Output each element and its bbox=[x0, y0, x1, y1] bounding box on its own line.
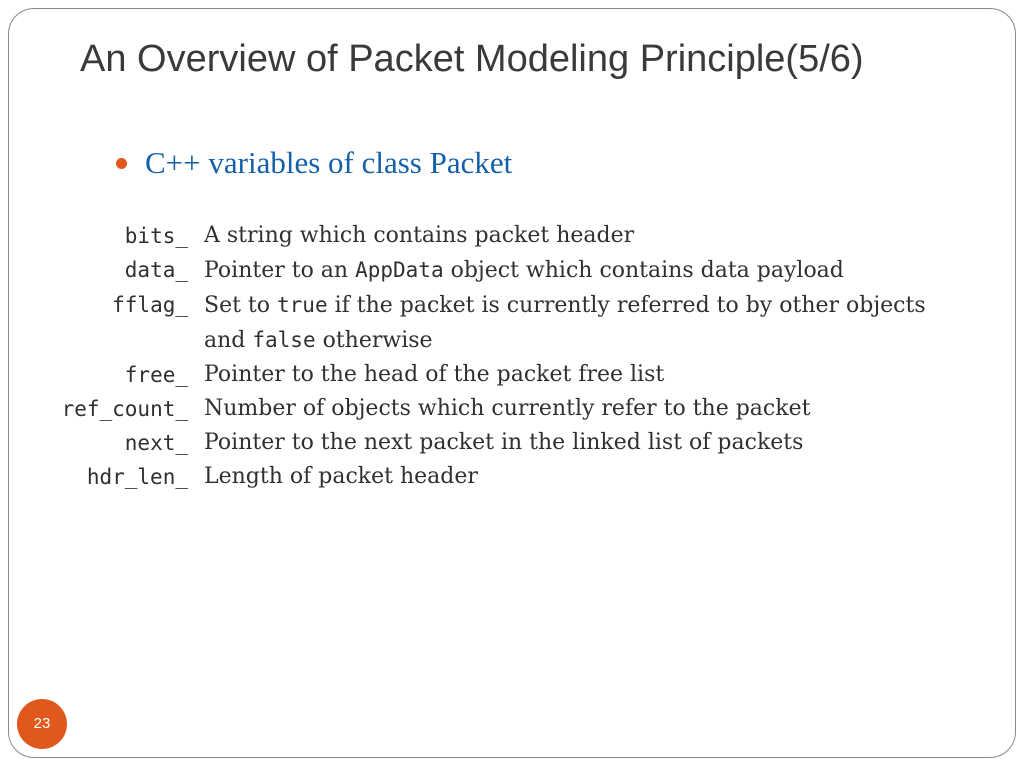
variable-description bbox=[204, 219, 1010, 253]
description-text: if the packet is currently referred to by other objects bbox=[327, 293, 926, 318]
variable-name: free_ bbox=[124, 363, 188, 387]
variable-name: bits_ bbox=[124, 224, 188, 248]
variable-name bbox=[20, 323, 204, 358]
variable-row bbox=[20, 219, 1010, 253]
description-text: Pointer to the next packet in the linked list of packets bbox=[204, 430, 804, 455]
variable-description bbox=[204, 358, 1010, 392]
variable-description bbox=[204, 426, 1010, 460]
variable-description bbox=[204, 460, 1010, 494]
variables-table bbox=[20, 219, 1010, 494]
variable-description bbox=[204, 392, 1010, 426]
description-text: Number of objects which currently refer to the packet bbox=[204, 396, 811, 421]
variable-row bbox=[20, 253, 1010, 288]
description-text: Length of packet header bbox=[204, 464, 478, 489]
variable-description bbox=[204, 253, 1010, 288]
description-text: Set to bbox=[204, 293, 278, 318]
bullet-dot-icon bbox=[116, 158, 127, 169]
variable-row bbox=[20, 460, 1010, 494]
bullet-text: C++ variables of class Packet bbox=[145, 145, 513, 180]
variable-row bbox=[20, 426, 1010, 460]
variable-name: fflag_ bbox=[112, 293, 188, 317]
variable-name: ref_count_ bbox=[61, 397, 188, 421]
variable-name: data_ bbox=[124, 258, 188, 282]
variable-row bbox=[20, 392, 1010, 426]
description-text: Pointer to the head of the packet free list bbox=[204, 362, 665, 387]
bullet-item bbox=[116, 143, 512, 183]
variable-description bbox=[204, 288, 1010, 323]
variable-row bbox=[20, 323, 1010, 358]
inline-code: false bbox=[252, 328, 316, 352]
variable-row bbox=[20, 288, 1010, 323]
description-text: and bbox=[204, 328, 253, 353]
variable-row bbox=[20, 358, 1010, 392]
inline-code: true bbox=[277, 293, 328, 317]
slide-title: An Overview of Packet Modeling Principle(5/6) bbox=[80, 38, 864, 80]
variable-name: hdr_len_ bbox=[86, 465, 188, 489]
variables-table-body bbox=[20, 219, 1010, 494]
page-number-badge: 23 bbox=[17, 699, 67, 749]
inline-code: AppData bbox=[355, 258, 444, 282]
variable-description bbox=[204, 323, 1010, 358]
description-text: object which contains data payload bbox=[443, 258, 844, 283]
description-text: Pointer to an bbox=[204, 258, 356, 283]
variable-name: next_ bbox=[124, 431, 188, 455]
description-text: A string which contains packet header bbox=[204, 223, 635, 248]
description-text: otherwise bbox=[315, 328, 433, 353]
